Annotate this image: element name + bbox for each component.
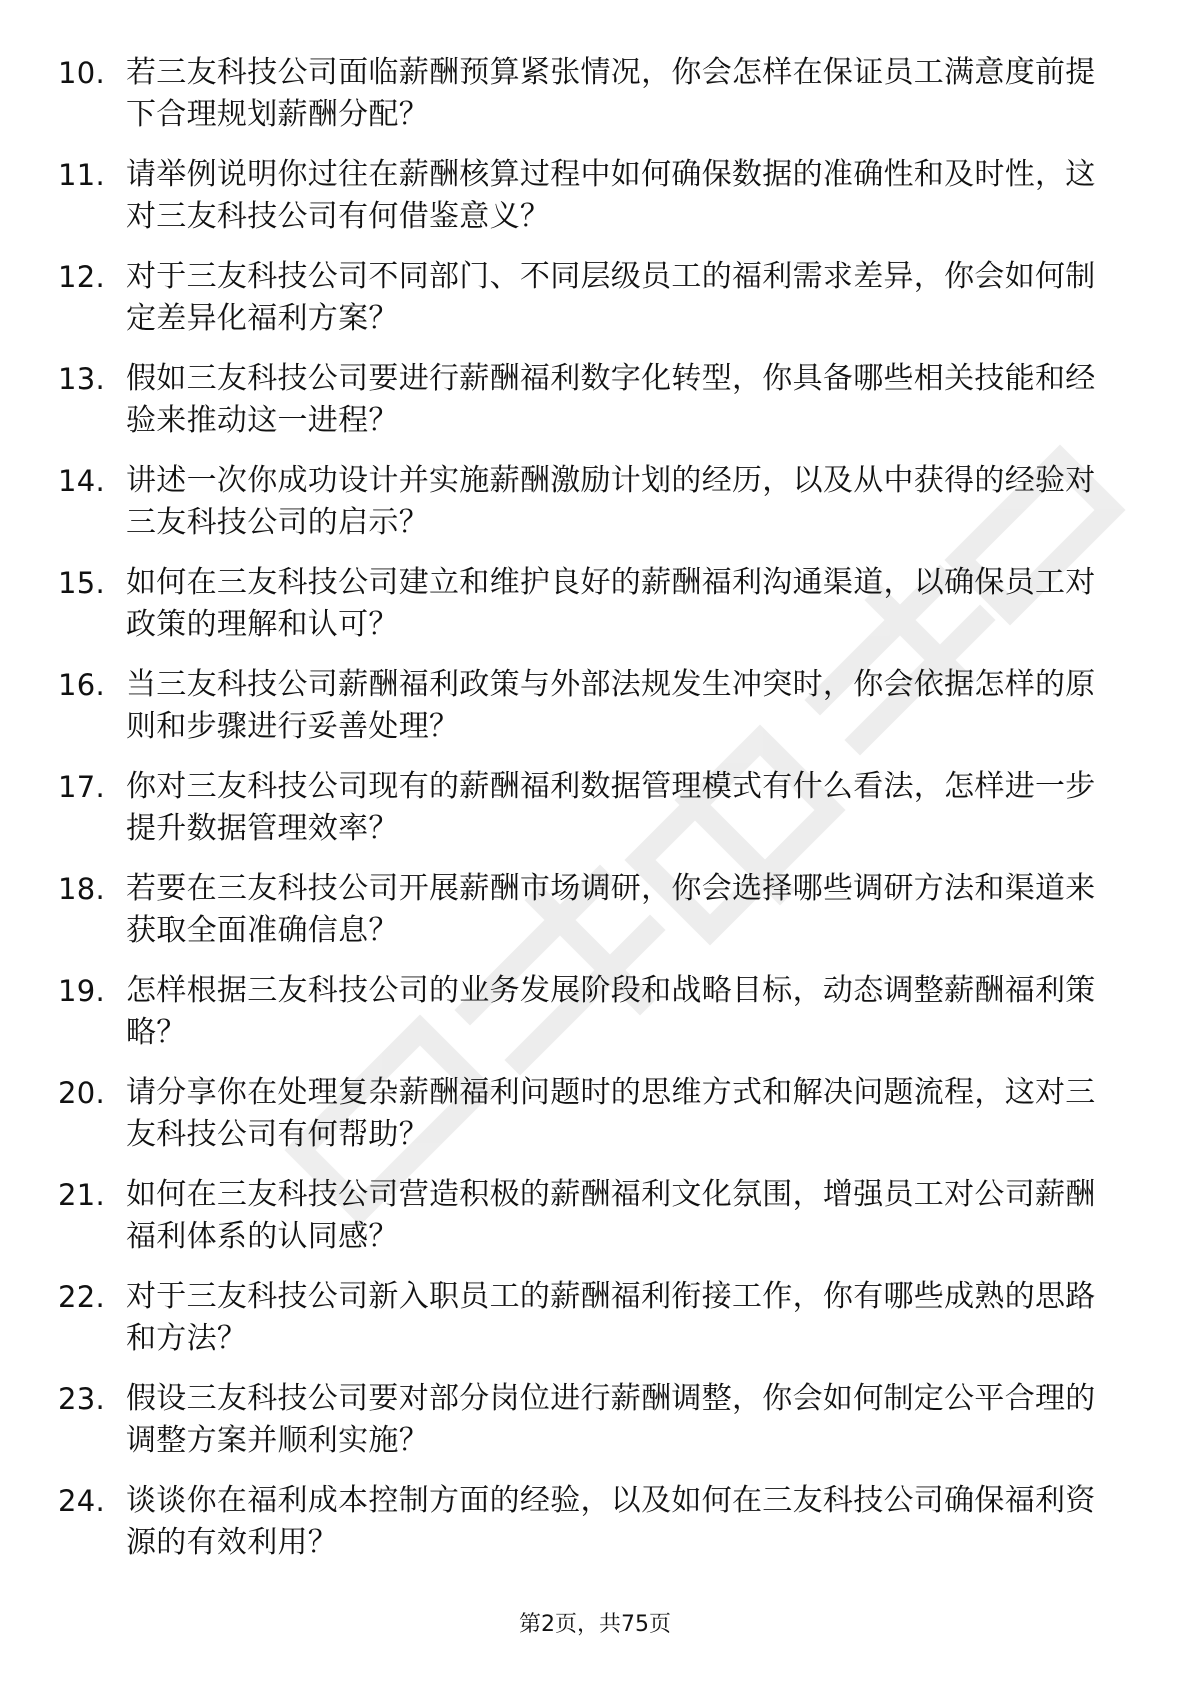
question-text: 如何在三友科技公司建立和维护良好的薪酬福利沟通渠道，以确保员工对政策的理解和认可？ bbox=[126, 565, 1096, 642]
question-text: 如何在三友科技公司营造积极的薪酬福利文化氛围，增强员工对公司薪酬福利体系的认同感？ bbox=[126, 1177, 1096, 1254]
question-item bbox=[58, 562, 1118, 646]
question-item bbox=[58, 52, 1118, 136]
page-footer: 第2页，共75页 bbox=[519, 1612, 671, 1637]
question-item bbox=[58, 256, 1118, 340]
question-number: 19. bbox=[58, 974, 106, 1008]
question-item bbox=[58, 664, 1118, 748]
question-text: 谈谈你在福利成本控制方面的经验，以及如何在三友科技公司确保福利资源的有效利用？ bbox=[126, 1483, 1096, 1560]
question-item bbox=[58, 1378, 1118, 1462]
question-item bbox=[58, 970, 1118, 1054]
question-number: 15. bbox=[58, 566, 106, 600]
question-text: 你对三友科技公司现有的薪酬福利数据管理模式有什么看法，怎样进一步提升数据管理效率？ bbox=[126, 769, 1096, 846]
question-text: 讲述一次你成功设计并实施薪酬激励计划的经历，以及从中获得的经验对三友科技公司的启示？ bbox=[126, 463, 1096, 540]
question-text: 若三友科技公司面临薪酬预算紧张情况，你会怎样在保证员工满意度前提下合理规划薪酬分配？ bbox=[126, 55, 1096, 132]
question-number: 24. bbox=[58, 1484, 106, 1518]
question-item bbox=[58, 868, 1118, 952]
question-item bbox=[58, 1072, 1118, 1156]
question-item bbox=[58, 766, 1118, 850]
question-number: 21. bbox=[58, 1178, 106, 1212]
question-text: 当三友科技公司薪酬福利政策与外部法规发生冲突时，你会依据怎样的原则和步骤进行妥善处理？ bbox=[126, 667, 1096, 744]
question-item bbox=[58, 154, 1118, 238]
question-text: 若要在三友科技公司开展薪酬市场调研，你会选择哪些调研方法和渠道来获取全面准确信息？ bbox=[126, 871, 1096, 948]
question-text: 怎样根据三友科技公司的业务发展阶段和战略目标，动态调整薪酬福利策略？ bbox=[126, 973, 1096, 1050]
question-item bbox=[58, 460, 1118, 544]
question-text: 请分享你在处理复杂薪酬福利问题时的思维方式和解决问题流程，这对三友科技公司有何帮助？ bbox=[126, 1075, 1096, 1152]
question-item bbox=[58, 1174, 1118, 1258]
question-number: 20. bbox=[58, 1076, 106, 1110]
question-number: 22. bbox=[58, 1280, 106, 1314]
question-item bbox=[58, 1480, 1118, 1564]
question-number: 23. bbox=[58, 1382, 106, 1416]
question-number: 16. bbox=[58, 668, 106, 702]
question-number: 10. bbox=[58, 56, 106, 90]
question-number: 14. bbox=[58, 464, 106, 498]
question-text: 假如三友科技公司要进行薪酬福利数字化转型，你具备哪些相关技能和经验来推动这一进程？ bbox=[126, 361, 1096, 438]
question-number: 17. bbox=[58, 770, 106, 804]
question-number: 13. bbox=[58, 362, 106, 396]
question-number: 18. bbox=[58, 872, 106, 906]
question-item bbox=[58, 358, 1118, 442]
question-text: 请举例说明你过往在薪酬核算过程中如何确保数据的准确性和及时性，这对三友科技公司有何借鉴意义？ bbox=[126, 157, 1096, 234]
question-text: 对于三友科技公司不同部门、不同层级员工的福利需求差异，你会如何制定差异化福利方案？ bbox=[126, 259, 1096, 336]
question-number: 11. bbox=[58, 158, 106, 192]
question-item bbox=[58, 1276, 1118, 1360]
question-text: 假设三友科技公司要对部分岗位进行薪酬调整，你会如何制定公平合理的调整方案并顺利实施？ bbox=[126, 1381, 1096, 1458]
question-list bbox=[58, 52, 1118, 1582]
question-number: 12. bbox=[58, 260, 106, 294]
question-text: 对于三友科技公司新入职员工的薪酬福利衔接工作，你有哪些成熟的思路和方法？ bbox=[126, 1279, 1096, 1356]
